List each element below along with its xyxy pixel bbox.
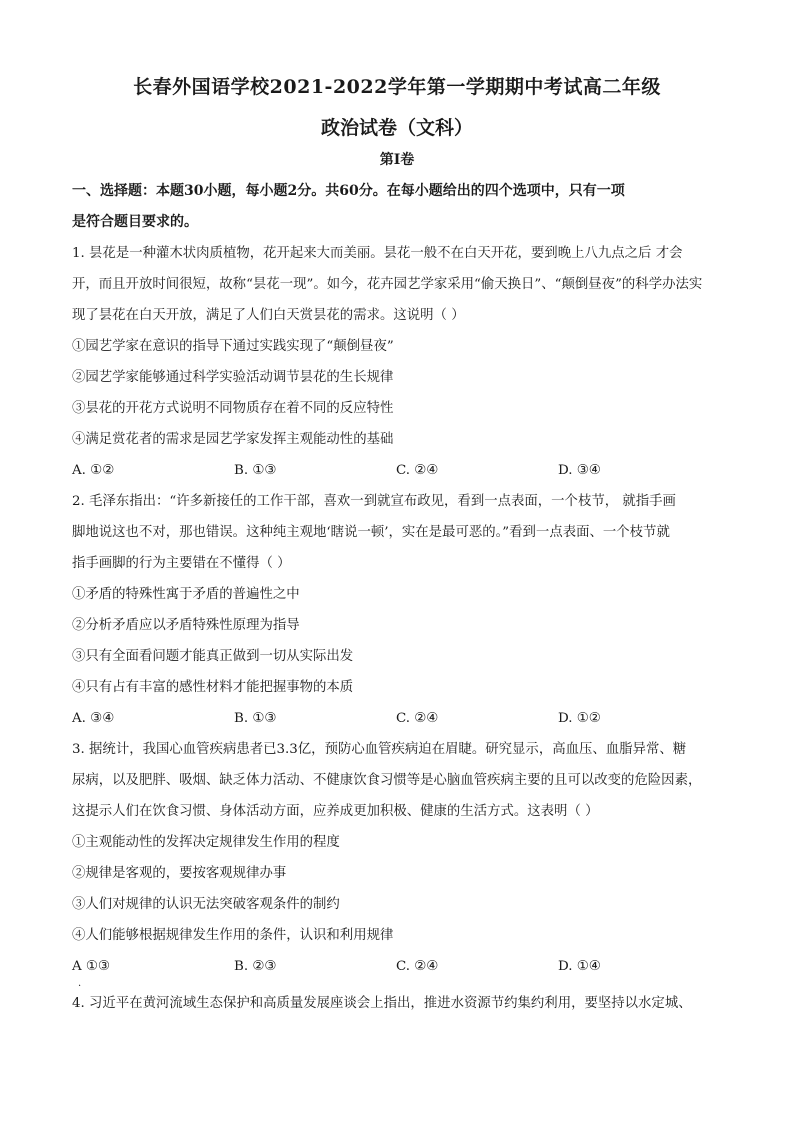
question-2-stem-line3: 指手画脚的行为主要错在不懂得（ ） <box>72 556 291 571</box>
section-instruction-line1: 一、选择题：本题30小题，每小题2分。共60分。在每小题给出的四个选项中，只有一项 <box>72 183 625 199</box>
question-1-stem-line1: 1. 昙花是一种灌木状肉质植物，花开起来大而美丽。昙花一般不在白天开花，要到晚上八九点之后 才会 <box>72 246 683 261</box>
question-2-item-3: ③只有全面看问题才能真正做到一切从实际出发 <box>72 649 354 664</box>
question-3 <box>72 734 724 988</box>
question-3-item-4: ④人们能够根据规律发生作用的条件，认识和利用规律 <box>72 928 394 943</box>
option-a[interactable]: A ①③ <box>72 959 110 974</box>
question-1 <box>72 238 724 486</box>
option-a[interactable]: A. ①② <box>72 463 115 478</box>
exam-title: 长春外国语学校2021-2022学年第一学期期中考试高二年级 <box>133 76 661 98</box>
option-c[interactable]: C. ②④ <box>396 959 439 974</box>
option-c[interactable]: C. ②④ <box>396 463 439 478</box>
question-1-item-3: ③昙花的开花方式说明不同物质存在着不同的反应特性 <box>72 401 394 416</box>
option-b[interactable]: B. ①③ <box>234 711 277 726</box>
question-3-stem-line1: 3. 据统计，我国心血管疾病患者已3.3亿，预防心血管疾病迫在眉睫。研究显示，高血压、血脂异常、糖 <box>72 742 687 757</box>
exam-body <box>72 176 724 1019</box>
question-2 <box>72 486 724 734</box>
option-b[interactable]: B. ②③ <box>234 959 277 974</box>
question-2-options <box>72 703 724 734</box>
question-1-stem-line3: 现了昙花在白天开放，满足了人们白天赏昙花的需求。这说明（ ） <box>72 308 465 323</box>
question-3-options <box>72 951 724 982</box>
option-d[interactable]: D. ③④ <box>558 463 601 478</box>
part-label: 第Ⅰ卷 <box>379 152 415 168</box>
question-1-item-2: ②园艺学家能够通过科学实验活动调节昙花的生长规律 <box>72 370 394 385</box>
question-1-item-1: ①园艺学家在意识的指导下通过实践实现了“颠倒昼夜” <box>72 339 394 354</box>
question-3-item-1: ①主观能动性的发挥决定规律发生作用的程度 <box>72 835 340 850</box>
option-a[interactable]: A. ③④ <box>72 711 115 726</box>
question-2-stem-line2: 脚地说这也不对，那也错误。这种纯主观地‘瞎说一顿’，实在是最可恶的。”看到一点表面、一个枝节就 <box>72 525 670 540</box>
question-3-item-3: ③人们对规律的认识无法突破客观条件的制约 <box>72 897 340 912</box>
question-1-item-4: ④满足赏花者的需求是园艺学家发挥主观能动性的基础 <box>72 432 394 447</box>
question-2-item-1: ①矛盾的特殊性寓于矛盾的普遍性之中 <box>72 587 300 602</box>
question-2-stem-line1: 2. 毛泽东指出：“许多新接任的工作干部，喜欢一到就宣布政见，看到一点表面，一个枝节， 就指手画 <box>72 494 676 509</box>
option-c[interactable]: C. ②④ <box>396 711 439 726</box>
option-d[interactable]: D. ①④ <box>558 959 601 974</box>
question-4 <box>72 988 724 1019</box>
question-2-item-4: ④只有占有丰富的感性材料才能把握事物的本质 <box>72 680 354 695</box>
stray-dot: . <box>78 978 82 989</box>
option-d[interactable]: D. ①② <box>558 711 601 726</box>
option-b[interactable]: B. ①③ <box>234 463 277 478</box>
question-3-item-2: ②规律是客观的，要按客观规律办事 <box>72 866 287 881</box>
question-1-options <box>72 455 724 486</box>
exam-subtitle: 政治试卷（文科） <box>320 117 473 139</box>
question-3-stem-line3: 这提示人们在饮食习惯、身体活动方面，应养成更加积极、健康的生活方式。这表明（ ） <box>72 804 599 819</box>
section-instruction-line2: 是符合题目要求的。 <box>72 214 198 230</box>
question-1-stem-line2: 开，而且开放时间很短，故称“昙花一现”。如今，花卉园艺学家采用“偷天换日”、“颠倒昼夜”的科学办法实 <box>72 277 703 292</box>
question-4-stem-line1: 4. 习近平在黄河流域生态保护和高质量发展座谈会上指出，推进水资源节约集约利用，要坚持以水定城、 <box>72 996 692 1011</box>
question-3-stem-line2: 尿病，以及肥胖、吸烟、缺乏体力活动、不健康饮食习惯等是心脑血管疾病主要的且可以改变的危险因素， <box>72 773 702 788</box>
question-2-item-2: ②分析矛盾应以矛盾特殊性原理为指导 <box>72 618 300 633</box>
